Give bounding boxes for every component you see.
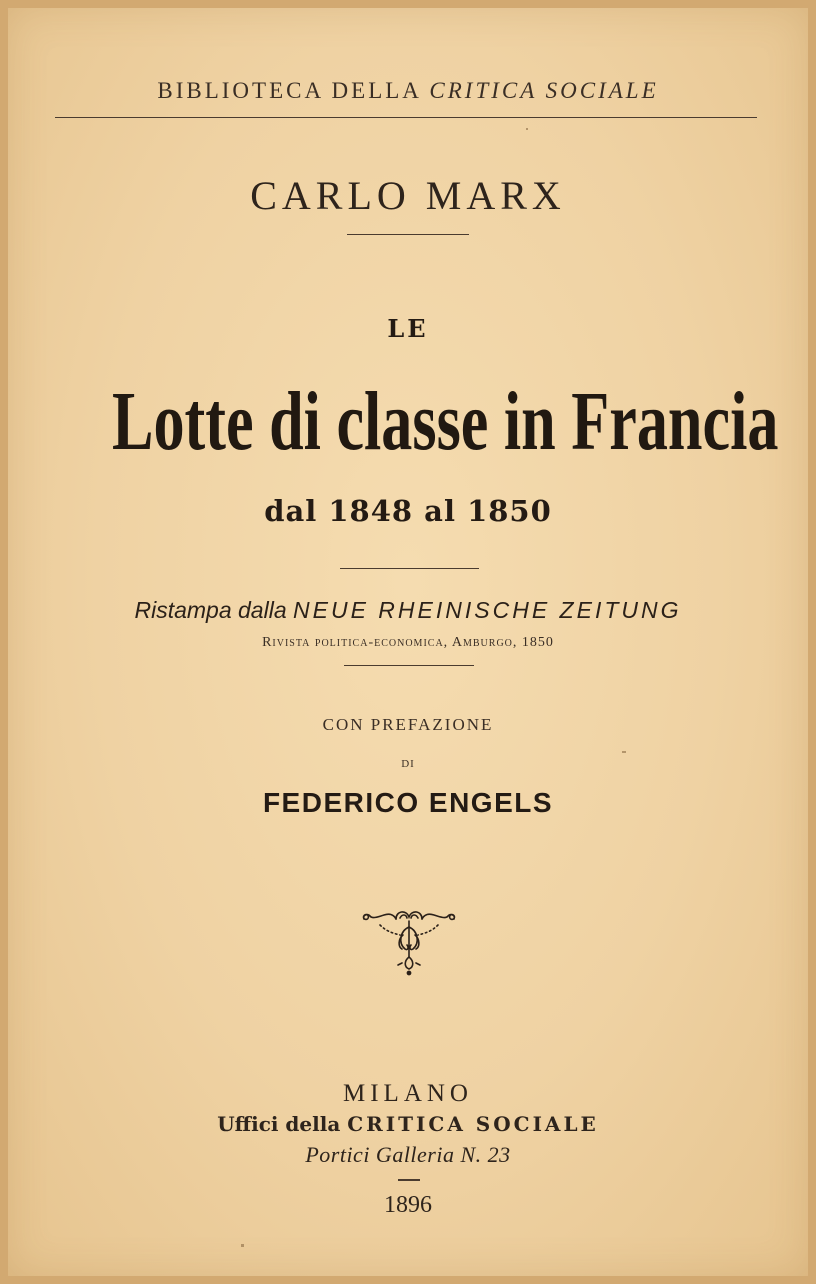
series-title	[8, 78, 808, 104]
reprint-prefix: Ristampa dalla	[134, 597, 287, 623]
publisher-address: Portici Galleria N. 23	[305, 1142, 511, 1167]
offices-prefix: Uffici della	[217, 1112, 341, 1136]
paper-speck	[526, 128, 528, 130]
header-rule	[55, 117, 757, 118]
author-name: CARLO MARX	[250, 173, 566, 218]
dates-divider	[340, 568, 479, 569]
offices-name: CRITICA SOCIALE	[347, 1112, 599, 1136]
paper-speck	[622, 751, 626, 753]
preface-author: FEDERICO ENGELS	[262, 787, 554, 818]
series-prefix: BIBLIOTECA DELLA	[157, 78, 421, 103]
preface-label: CON PREFAZIONE	[322, 715, 494, 734]
review-line	[8, 635, 808, 651]
author-divider	[347, 234, 469, 235]
reprint-line	[8, 597, 808, 624]
title-article: LE	[387, 314, 429, 343]
review-divider	[344, 665, 474, 666]
printer-ornament-icon	[360, 905, 458, 977]
review-text: Rivista politica-economica, Amburgo, 1850	[262, 635, 554, 650]
publication-year: 1896	[384, 1192, 432, 1218]
year-divider	[398, 1179, 420, 1181]
preface-di: DI	[401, 758, 415, 770]
reprint-journal: NEUE RHEINISCHE ZEITUNG	[293, 597, 682, 623]
series-name: CRITICA SOCIALE	[429, 78, 659, 103]
book-title: Lotte di classe in Francia	[112, 375, 779, 468]
paper-speck	[241, 1244, 244, 1247]
title-page	[8, 8, 808, 1276]
publisher-offices	[8, 1112, 808, 1136]
title-dates: dal 1848 al 1850	[264, 494, 552, 528]
publisher-city: MILANO	[343, 1080, 473, 1107]
